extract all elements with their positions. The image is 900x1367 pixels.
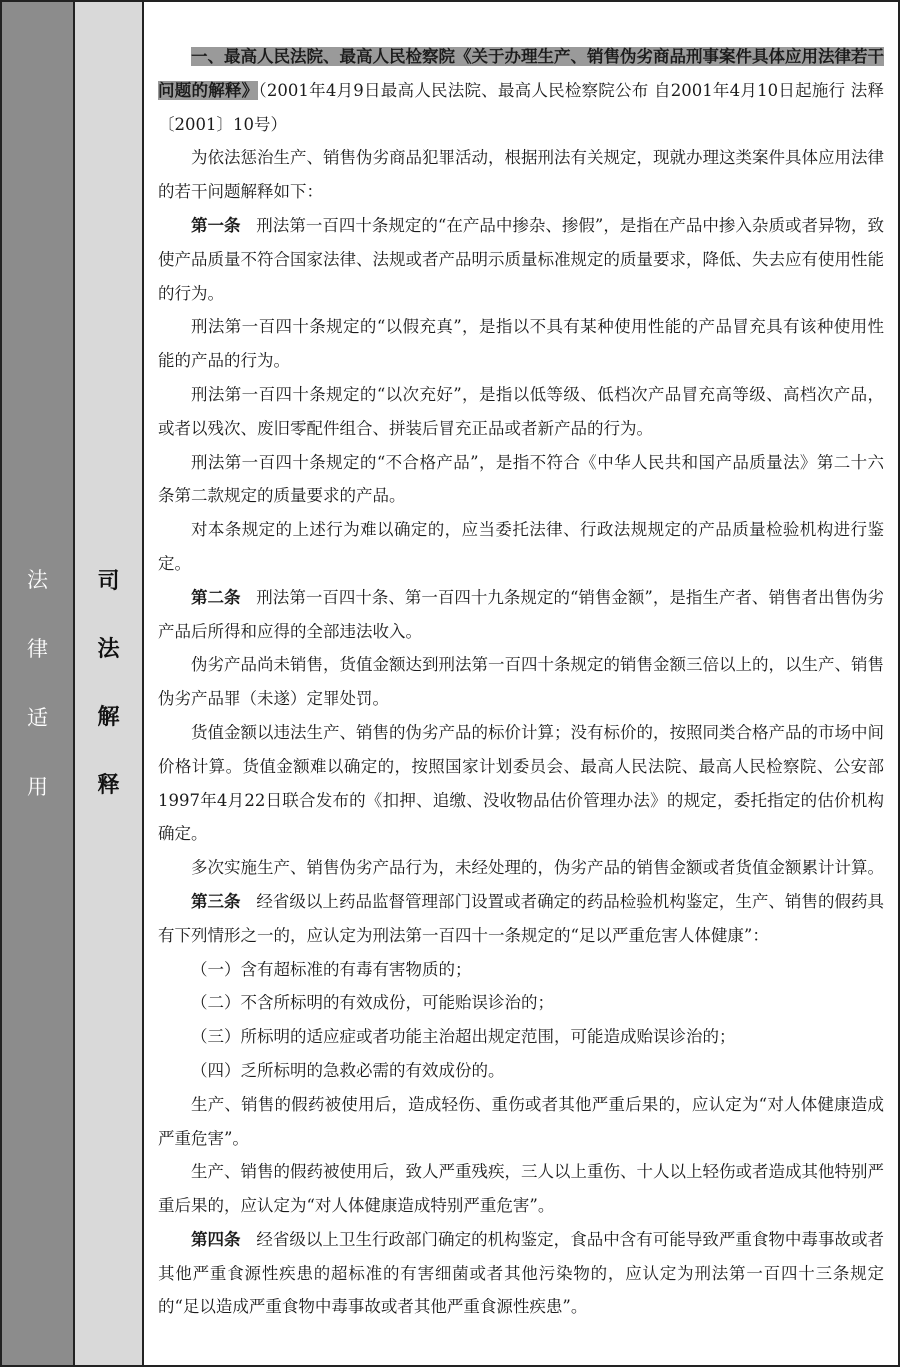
article-1-paragraph-3: 刑法第一百四十条规定的“以次充好”，是指以低等级、低档次产品冒充高等级、高档次产品，或者以残次、废旧零配件组合、拼装后冒充正品或者新产品的行为。	[158, 384, 884, 438]
subcategory-char: 法	[97, 636, 120, 662]
category-char: 法	[27, 567, 48, 592]
article-2-paragraph	[158, 581, 884, 649]
article-3-title: 第三条	[191, 891, 241, 911]
article-4-paragraph	[158, 1223, 884, 1324]
article-3-item: （一）含有超标准的有毒有害物质的；	[191, 959, 472, 979]
article-2-paragraph-2: 伪劣产品尚未销售，货值金额达到刑法第一百四十条规定的销售金额三倍以上的，以生产、销售伪劣产品罪（未遂）定罪处罚。	[158, 655, 884, 709]
article-4-title: 第四条	[191, 1229, 241, 1249]
article-3-item: （四）乏所标明的急救必需的有效成份的。	[191, 1060, 505, 1080]
subcategory-label	[97, 548, 119, 820]
intro-paragraph: 为依法惩治生产、销售伪劣商品犯罪活动，根据刑法有关规定，现就办理这类案件具体应用法律的若干问题解释如下：	[158, 148, 884, 202]
article-2-title: 第二条	[191, 587, 241, 607]
article-3-paragraph-2: 生产、销售的假药被使用后，造成轻伤、重伤或者其他严重后果的，应认定为“对人体健康造成严重危害”。	[158, 1094, 884, 1148]
category-char: 适	[27, 705, 48, 730]
article-2-paragraph-4: 多次实施生产、销售伪劣产品行为，未经处理的，伪劣产品的销售金额或者货值金额累计计算。	[191, 858, 884, 878]
article-1-paragraph	[158, 209, 884, 310]
article-3-paragraph	[158, 885, 884, 953]
article-2-paragraph-3: 货值金额以违法生产、销售的伪劣产品的标价计算；没有标价的，按照同类合格产品的市场中间价格计算。货值金额难以确定的，按照国家计划委员会、最高人民法院、最高人民检察院、公安部1997年4月22日联合发布的《扣押、追缴、没收物品估价管理办法》的规定，委托指定的估价机构确定。	[158, 722, 884, 844]
subcategory-char: 解	[97, 704, 120, 730]
category-column	[2, 2, 75, 1365]
heading-title: 一、最高人民法院、最高人民检察院《关于办理生产、销售伪劣商品刑事案件具体应用法律若干问题的解释》	[158, 47, 884, 100]
article-3-item: （三）所标明的适应症或者功能主治超出规定范围，可能造成贻误诊治的；	[191, 1027, 736, 1047]
heading-meta: （2001年4月9日最高人民法院、最高人民检察院公布 自2001年4月10日起施行 法释〔2001〕10号）	[158, 80, 885, 134]
article-1-title: 第一条	[191, 215, 241, 235]
category-char: 用	[27, 774, 48, 799]
article-1-paragraph-2: 刑法第一百四十条规定的“以假充真”，是指以不具有某种使用性能的产品冒充具有该种使用性能的产品的行为。	[158, 317, 884, 371]
article-3-item: （二）不含所标明的有效成份，可能贻误诊治的；	[191, 993, 554, 1013]
article-4-text: 经省级以上卫生行政部门确定的机构鉴定，食品中含有可能导致严重食物中毒事故或者其他严重食源性疾患的超标准的有害细菌或者其他污染物的，应认定为刑法第一百四十三条规定的“足以造成严重食物中毒事故或者其他严重食源性疾患”。	[158, 1229, 885, 1317]
subcategory-column	[75, 2, 144, 1365]
article-3-paragraph-3: 生产、销售的假药被使用后，致人严重残疾，三人以上重伤、十人以上轻伤或者造成其他特别严重后果的，应认定为“对人体健康造成特别严重危害”。	[158, 1162, 884, 1216]
article-1-text: 刑法第一百四十条规定的“在产品中掺杂、掺假”，是指在产品中掺入杂质或者异物，致使产品质量不符合国家法律、法规或者产品明示质量标准规定的质量要求，降低、失去应有使用性能的行为。	[158, 215, 884, 303]
article-1-paragraph-5: 对本条规定的上述行为难以确定的，应当委托法律、行政法规规定的产品质量检验机构进行鉴定。	[158, 520, 884, 573]
subcategory-char: 司	[97, 568, 120, 594]
category-label	[27, 546, 48, 822]
document-heading	[158, 40, 884, 141]
article-2-text: 刑法第一百四十条、第一百四十九条规定的“销售金额”，是指生产者、销售者出售伪劣产品后所得和应得的全部违法收入。	[158, 587, 884, 641]
article-1-paragraph-4: 刑法第一百四十条规定的“不合格产品”，是指不符合《中华人民共和国产品质量法》第二十六条第二款规定的质量要求的产品。	[158, 452, 884, 506]
category-char: 律	[27, 636, 48, 661]
article-3-text: 经省级以上药品监督管理部门设置或者确定的药品检验机构鉴定，生产、销售的假药具有下列情形之一的，应认定为刑法第一百四十一条规定的“足以严重危害人体健康”：	[158, 891, 885, 945]
subcategory-char: 释	[97, 772, 120, 798]
document-body	[144, 2, 898, 1365]
